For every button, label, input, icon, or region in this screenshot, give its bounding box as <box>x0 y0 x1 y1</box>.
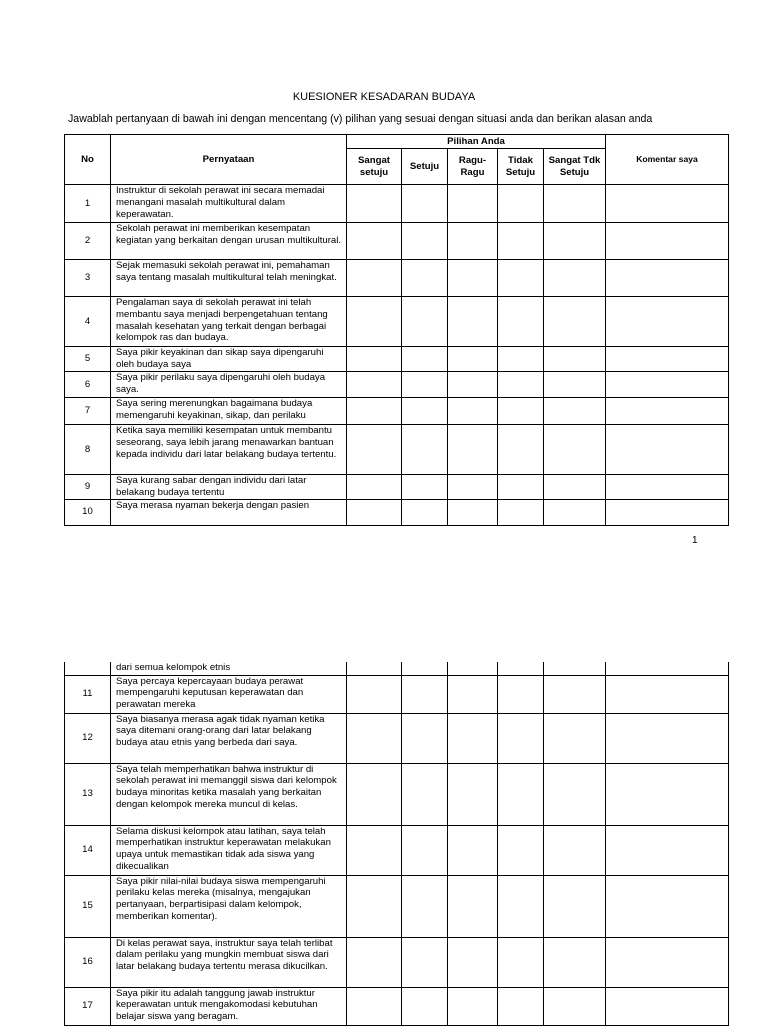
answer-cell[interactable] <box>544 398 606 425</box>
answer-cell[interactable] <box>402 713 448 763</box>
row-number: 14 <box>65 825 111 875</box>
answer-cell[interactable] <box>448 875 498 937</box>
answer-cell[interactable] <box>498 347 544 372</box>
statement-text: Saya telah memperhatikan bahwa instruktur di sekolah perawat ini memanggil siswa dari kelompok budaya minoritas ketika masalah yang berkaitan dengan kelompok mereka muncul di kelas. <box>111 763 347 825</box>
statement-text: Instruktur di sekolah perawat ini secara memadai menangani masalah multikultural dalam keperawatan. <box>111 185 347 223</box>
answer-cell[interactable] <box>498 185 544 223</box>
answer-cell[interactable] <box>498 372 544 398</box>
comment-cell[interactable] <box>606 662 729 675</box>
answer-cell[interactable] <box>448 260 498 297</box>
row-number: 2 <box>65 223 111 260</box>
answer-cell[interactable] <box>402 297 448 347</box>
answer-cell[interactable] <box>347 223 402 260</box>
answer-cell[interactable] <box>498 763 544 825</box>
answer-cell[interactable] <box>448 372 498 398</box>
row-number: 4 <box>65 297 111 347</box>
answer-cell[interactable] <box>448 297 498 347</box>
answer-cell[interactable] <box>544 260 606 297</box>
table-row-continuation <box>65 662 729 675</box>
table-row <box>65 425 729 475</box>
answer-cell[interactable] <box>402 675 448 713</box>
answer-cell[interactable] <box>402 937 448 987</box>
answer-cell[interactable] <box>402 475 448 500</box>
row-number-cell <box>65 662 111 675</box>
answer-cell[interactable] <box>347 347 402 372</box>
table-row <box>65 937 729 987</box>
answer-cell[interactable] <box>402 223 448 260</box>
row-number: 16 <box>65 937 111 987</box>
row-number: 13 <box>65 763 111 825</box>
header-option-tidak-setuju: Tidak Setuju <box>498 149 544 185</box>
table-row <box>65 260 729 297</box>
row-number: 11 <box>65 675 111 713</box>
answer-cell[interactable] <box>498 425 544 475</box>
header-no: No <box>65 135 111 185</box>
table-row <box>65 875 729 937</box>
comment-cell[interactable] <box>606 425 729 475</box>
table-row <box>65 347 729 372</box>
row-number: 12 <box>65 713 111 763</box>
row-number: 15 <box>65 875 111 937</box>
answer-cell[interactable] <box>498 937 544 987</box>
answer-cell[interactable] <box>347 499 402 525</box>
comment-cell[interactable] <box>606 675 729 713</box>
statement-text: Saya merasa nyaman bekerja dengan pasien <box>111 499 347 525</box>
answer-cell[interactable] <box>347 875 402 937</box>
row-number: 5 <box>65 347 111 372</box>
answer-cell[interactable] <box>347 185 402 223</box>
answer-cell[interactable] <box>544 662 606 675</box>
answer-cell[interactable] <box>448 675 498 713</box>
row-number: 3 <box>65 260 111 297</box>
answer-cell[interactable] <box>402 347 448 372</box>
answer-cell[interactable] <box>544 937 606 987</box>
comment-cell[interactable] <box>606 398 729 425</box>
answer-cell[interactable] <box>347 425 402 475</box>
answer-cell[interactable] <box>402 987 448 1025</box>
answer-cell[interactable] <box>347 675 402 713</box>
statement-text: Saya biasanya merasa agak tidak nyaman ketika saya ditemani orang-orang dari latar belakang budaya atau etnis yang berbeda dari saya. <box>111 713 347 763</box>
answer-cell[interactable] <box>544 223 606 260</box>
answer-cell[interactable] <box>347 260 402 297</box>
comment-cell[interactable] <box>606 347 729 372</box>
answer-cell[interactable] <box>498 398 544 425</box>
table-row <box>65 185 729 223</box>
instruction-text: Jawablah pertanyaan di bawah ini dengan mencentang (v) pilihan yang sesuai dengan situasi anda dan berikan alasan anda <box>68 113 653 125</box>
table-row <box>65 372 729 398</box>
statement-text: Sejak memasuki sekolah perawat ini, pemahaman saya tentang masalah multikultural telah meningkat. <box>111 260 347 297</box>
comment-cell[interactable] <box>606 372 729 398</box>
table-body-page1 <box>65 185 729 526</box>
comment-cell[interactable] <box>606 763 729 825</box>
answer-cell[interactable] <box>544 499 606 525</box>
questionnaire-title: KUESIONER KESADARAN BUDAYA <box>292 91 476 103</box>
statement-text: Saya sering merenungkan bagaimana budaya memengaruhi keyakinan, sikap, dan perilaku <box>111 398 347 425</box>
answer-cell[interactable] <box>402 662 448 675</box>
row-number: 6 <box>65 372 111 398</box>
statement-text: Saya kurang sabar dengan individu dari latar belakang budaya tertentu <box>111 475 347 500</box>
answer-cell[interactable] <box>402 825 448 875</box>
row-number: 7 <box>65 398 111 425</box>
answer-cell[interactable] <box>498 825 544 875</box>
questionnaire-table-page1 <box>64 134 729 526</box>
answer-cell[interactable] <box>347 763 402 825</box>
table-row <box>65 223 729 260</box>
answer-cell[interactable] <box>347 662 402 675</box>
answer-cell[interactable] <box>347 475 402 500</box>
table-body-page2 <box>65 662 729 1025</box>
header-option-sangat-setuju: Sangat setuju <box>347 149 402 185</box>
table-row <box>65 763 729 825</box>
table-row <box>65 713 729 763</box>
answer-cell[interactable] <box>347 713 402 763</box>
answer-cell[interactable] <box>402 763 448 825</box>
statement-text: Di kelas perawat saya, instruktur saya telah terlibat dalam perilaku yang mungkin membuat siswa dari latar belakang budaya tertentu merasa dikucilkan. <box>111 937 347 987</box>
table-row <box>65 398 729 425</box>
statement-text: Saya pikir perilaku saya dipengaruhi oleh budaya saya. <box>111 372 347 398</box>
answer-cell[interactable] <box>347 987 402 1025</box>
answer-cell[interactable] <box>448 398 498 425</box>
comment-cell[interactable] <box>606 825 729 875</box>
answer-cell[interactable] <box>347 937 402 987</box>
answer-cell[interactable] <box>498 987 544 1025</box>
table-row <box>65 297 729 347</box>
row-number: 1 <box>65 185 111 223</box>
statement-text: Saya percaya kepercayaan budaya perawat mempengaruhi keputusan keperawatan dan perawatan mereka <box>111 675 347 713</box>
answer-cell[interactable] <box>498 297 544 347</box>
answer-cell[interactable] <box>544 713 606 763</box>
comment-cell[interactable] <box>606 987 729 1025</box>
answer-cell[interactable] <box>448 987 498 1025</box>
table-row <box>65 825 729 875</box>
row-number: 8 <box>65 425 111 475</box>
answer-cell[interactable] <box>498 662 544 675</box>
header-komentar: Komentar saya <box>606 135 729 185</box>
page-number: 1 <box>692 535 698 546</box>
header-pilihan: Pilihan Anda <box>347 135 606 149</box>
answer-cell[interactable] <box>402 499 448 525</box>
answer-cell[interactable] <box>448 185 498 223</box>
answer-cell[interactable] <box>402 875 448 937</box>
comment-cell[interactable] <box>606 297 729 347</box>
answer-cell[interactable] <box>544 825 606 875</box>
answer-cell[interactable] <box>498 713 544 763</box>
answer-cell[interactable] <box>448 662 498 675</box>
answer-cell[interactable] <box>544 763 606 825</box>
comment-cell[interactable] <box>606 499 729 525</box>
answer-cell[interactable] <box>544 425 606 475</box>
answer-cell[interactable] <box>448 937 498 987</box>
answer-cell[interactable] <box>402 372 448 398</box>
answer-cell[interactable] <box>448 425 498 475</box>
header-option-sangat-tdk-setuju: Sangat Tdk Setuju <box>544 149 606 185</box>
answer-cell[interactable] <box>544 987 606 1025</box>
answer-cell[interactable] <box>544 347 606 372</box>
answer-cell[interactable] <box>544 185 606 223</box>
header-pernyataan: Pernyataan <box>111 135 347 185</box>
answer-cell[interactable] <box>347 398 402 425</box>
table-row <box>65 987 729 1025</box>
answer-cell[interactable] <box>448 499 498 525</box>
answer-cell[interactable] <box>498 260 544 297</box>
statement-text: Pengalaman saya di sekolah perawat ini telah membantu saya menjadi berpengetahuan tentang masalah kesehatan yang terkait dengan berbagai kelompok ras dan budaya. <box>111 297 347 347</box>
answer-cell[interactable] <box>544 297 606 347</box>
answer-cell[interactable] <box>498 499 544 525</box>
row-number: 17 <box>65 987 111 1025</box>
row-number: 9 <box>65 475 111 500</box>
answer-cell[interactable] <box>402 425 448 475</box>
answer-cell[interactable] <box>448 825 498 875</box>
answer-cell[interactable] <box>448 347 498 372</box>
answer-cell[interactable] <box>498 875 544 937</box>
answer-cell[interactable] <box>448 223 498 260</box>
comment-cell[interactable] <box>606 185 729 223</box>
answer-cell[interactable] <box>498 675 544 713</box>
answer-cell[interactable] <box>347 372 402 398</box>
answer-cell[interactable] <box>347 297 402 347</box>
header-option-setuju: Setuju <box>402 149 448 185</box>
answer-cell[interactable] <box>544 475 606 500</box>
answer-cell[interactable] <box>347 825 402 875</box>
comment-cell[interactable] <box>606 713 729 763</box>
comment-cell[interactable] <box>606 260 729 297</box>
comment-cell[interactable] <box>606 875 729 937</box>
row-number: 10 <box>65 499 111 525</box>
statement-text: Selama diskusi kelompok atau latihan, saya telah memperhatikan instruktur keperawatan melakukan upaya untuk memastikan tidak ada siswa yang dikecualikan <box>111 825 347 875</box>
answer-cell[interactable] <box>498 475 544 500</box>
statement-text: Saya pikir keyakinan dan sikap saya dipengaruhi oleh budaya saya <box>111 347 347 372</box>
answer-cell[interactable] <box>402 260 448 297</box>
answer-cell[interactable] <box>402 398 448 425</box>
answer-cell[interactable] <box>448 763 498 825</box>
answer-cell[interactable] <box>402 185 448 223</box>
statement-text: Sekolah perawat ini memberikan kesempatan kegiatan yang berkaitan dengan urusan multikultural. <box>111 223 347 260</box>
answer-cell[interactable] <box>448 713 498 763</box>
table-row <box>65 675 729 713</box>
comment-cell[interactable] <box>606 937 729 987</box>
continuation-statement: dari semua kelompok etnis <box>111 662 347 675</box>
statement-text: Ketika saya memiliki kesempatan untuk membantu seseorang, saya lebih jarang menawarkan bantuan kepada individu dari latar belakang budaya tertentu. <box>111 425 347 475</box>
answer-cell[interactable] <box>544 372 606 398</box>
statement-text: Saya pikir nilai-nilai budaya siswa mempengaruhi perilaku kelas mereka (misalnya, mengajukan pertanyaan, berpartisipasi dalam kelompok, memberikan komentar). <box>111 875 347 937</box>
answer-cell[interactable] <box>498 223 544 260</box>
comment-cell[interactable] <box>606 475 729 500</box>
comment-cell[interactable] <box>606 223 729 260</box>
answer-cell[interactable] <box>544 675 606 713</box>
table-row <box>65 475 729 500</box>
statement-text: Saya pikir itu adalah tanggung jawab instruktur keperawatan untuk mengakomodasi kebutuhan belajar siswa yang beragam. <box>111 987 347 1025</box>
table-row <box>65 499 729 525</box>
questionnaire-table-page2 <box>64 662 729 1026</box>
answer-cell[interactable] <box>448 475 498 500</box>
answer-cell[interactable] <box>544 875 606 937</box>
header-option-ragu-ragu: Ragu-Ragu <box>448 149 498 185</box>
